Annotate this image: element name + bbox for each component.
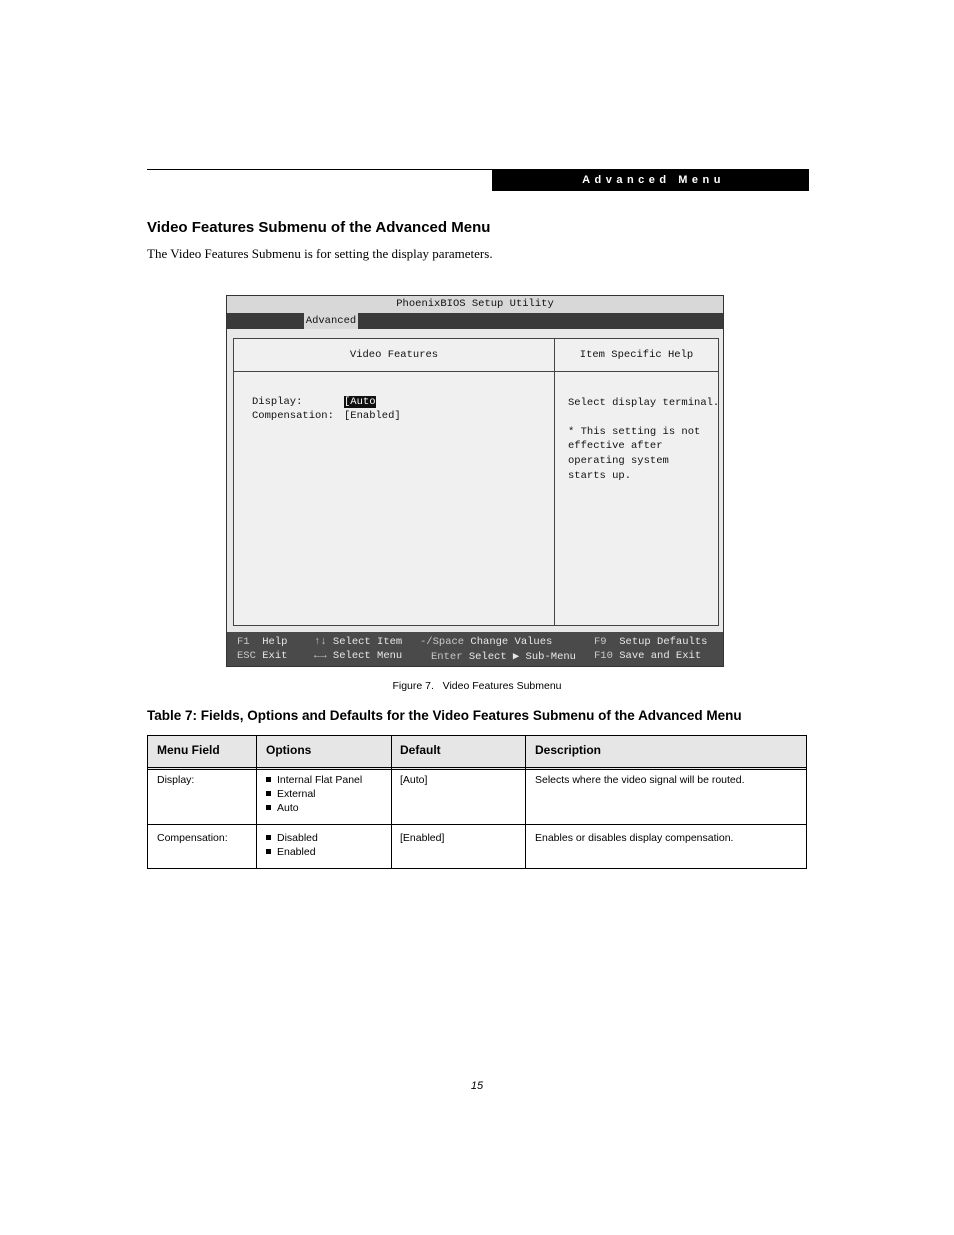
bios-title: PhoenixBIOS Setup Utility <box>227 296 723 314</box>
row-divider <box>148 824 806 825</box>
option-bullet: Auto <box>266 801 299 815</box>
column-header: Menu Field <box>157 743 220 757</box>
header-rule <box>147 169 493 170</box>
column-divider <box>391 736 392 868</box>
bios-tab-advanced[interactable]: Advanced <box>305 315 357 327</box>
table-cell-description: Selects where the video signal will be routed. <box>535 774 745 786</box>
help-line: starts up. <box>568 470 632 482</box>
table-cell-default: [Auto] <box>400 774 428 786</box>
bios-body <box>227 329 723 632</box>
help-line: * This setting is not <box>568 426 701 438</box>
column-header: Description <box>535 743 602 757</box>
table-cell-field: Compensation: <box>157 832 228 844</box>
table-title: Table 7: Fields, Options and Defaults for the Video Features Submenu of the Advanced Menu <box>147 708 742 723</box>
key-hint-enter: Enter Select ▶ Sub-Menu <box>431 651 576 663</box>
intro-paragraph: The Video Features Submenu is for setting the display parameters. <box>147 246 493 261</box>
help-line: Select display terminal. <box>568 397 720 409</box>
help-panel-title: Item Specific Help <box>555 339 718 372</box>
table-cell-description: Enables or disables display compensation. <box>535 832 734 844</box>
option-bullet: Internal Flat Panel <box>266 773 362 787</box>
header-section-label: Advanced Menu <box>492 169 809 191</box>
figure-caption: Figure 7. Video Features Submenu <box>392 680 562 692</box>
column-header: Default <box>400 743 441 757</box>
option-bullet: External <box>266 787 316 801</box>
settings-panel <box>233 338 555 626</box>
bios-menubar <box>227 313 723 329</box>
key-hint-f9: F9 Setup Defaults <box>594 636 708 648</box>
key-hint-change-values: -/Space Change Values <box>420 636 553 648</box>
settings-panel-title: Video Features <box>234 339 554 372</box>
field-value-compensation[interactable]: [Enabled] <box>344 410 401 422</box>
table-cell-field: Display: <box>157 774 195 786</box>
bios-screenshot <box>226 295 724 667</box>
help-line: operating system <box>568 455 669 467</box>
page-number: 15 <box>470 1080 484 1092</box>
column-divider <box>525 736 526 868</box>
key-hint-f1: F1 Help <box>237 636 288 648</box>
option-bullet: Disabled <box>266 831 318 845</box>
field-value-display[interactable]: [Auto <box>344 396 376 408</box>
section-title: Video Features Submenu of the Advanced Menu <box>147 219 491 236</box>
help-line: effective after <box>568 440 663 452</box>
bios-key-legend <box>227 632 723 666</box>
help-panel <box>554 338 719 626</box>
key-hint-select-item: ↑↓ Select Item <box>314 636 403 648</box>
table-cell-default: [Enabled] <box>400 832 445 844</box>
key-hint-esc: ESC Exit <box>237 650 288 662</box>
field-label-compensation: Compensation: <box>252 410 334 422</box>
key-hint-f10: F10 Save and Exit <box>594 650 702 662</box>
column-header: Options <box>266 743 312 757</box>
options-table <box>147 735 807 869</box>
field-label-display: Display: <box>252 396 303 408</box>
table-header-row <box>148 736 806 770</box>
column-divider <box>256 736 257 868</box>
option-bullet: Enabled <box>266 845 316 859</box>
key-hint-select-menu: ←→ Select Menu <box>314 650 403 662</box>
